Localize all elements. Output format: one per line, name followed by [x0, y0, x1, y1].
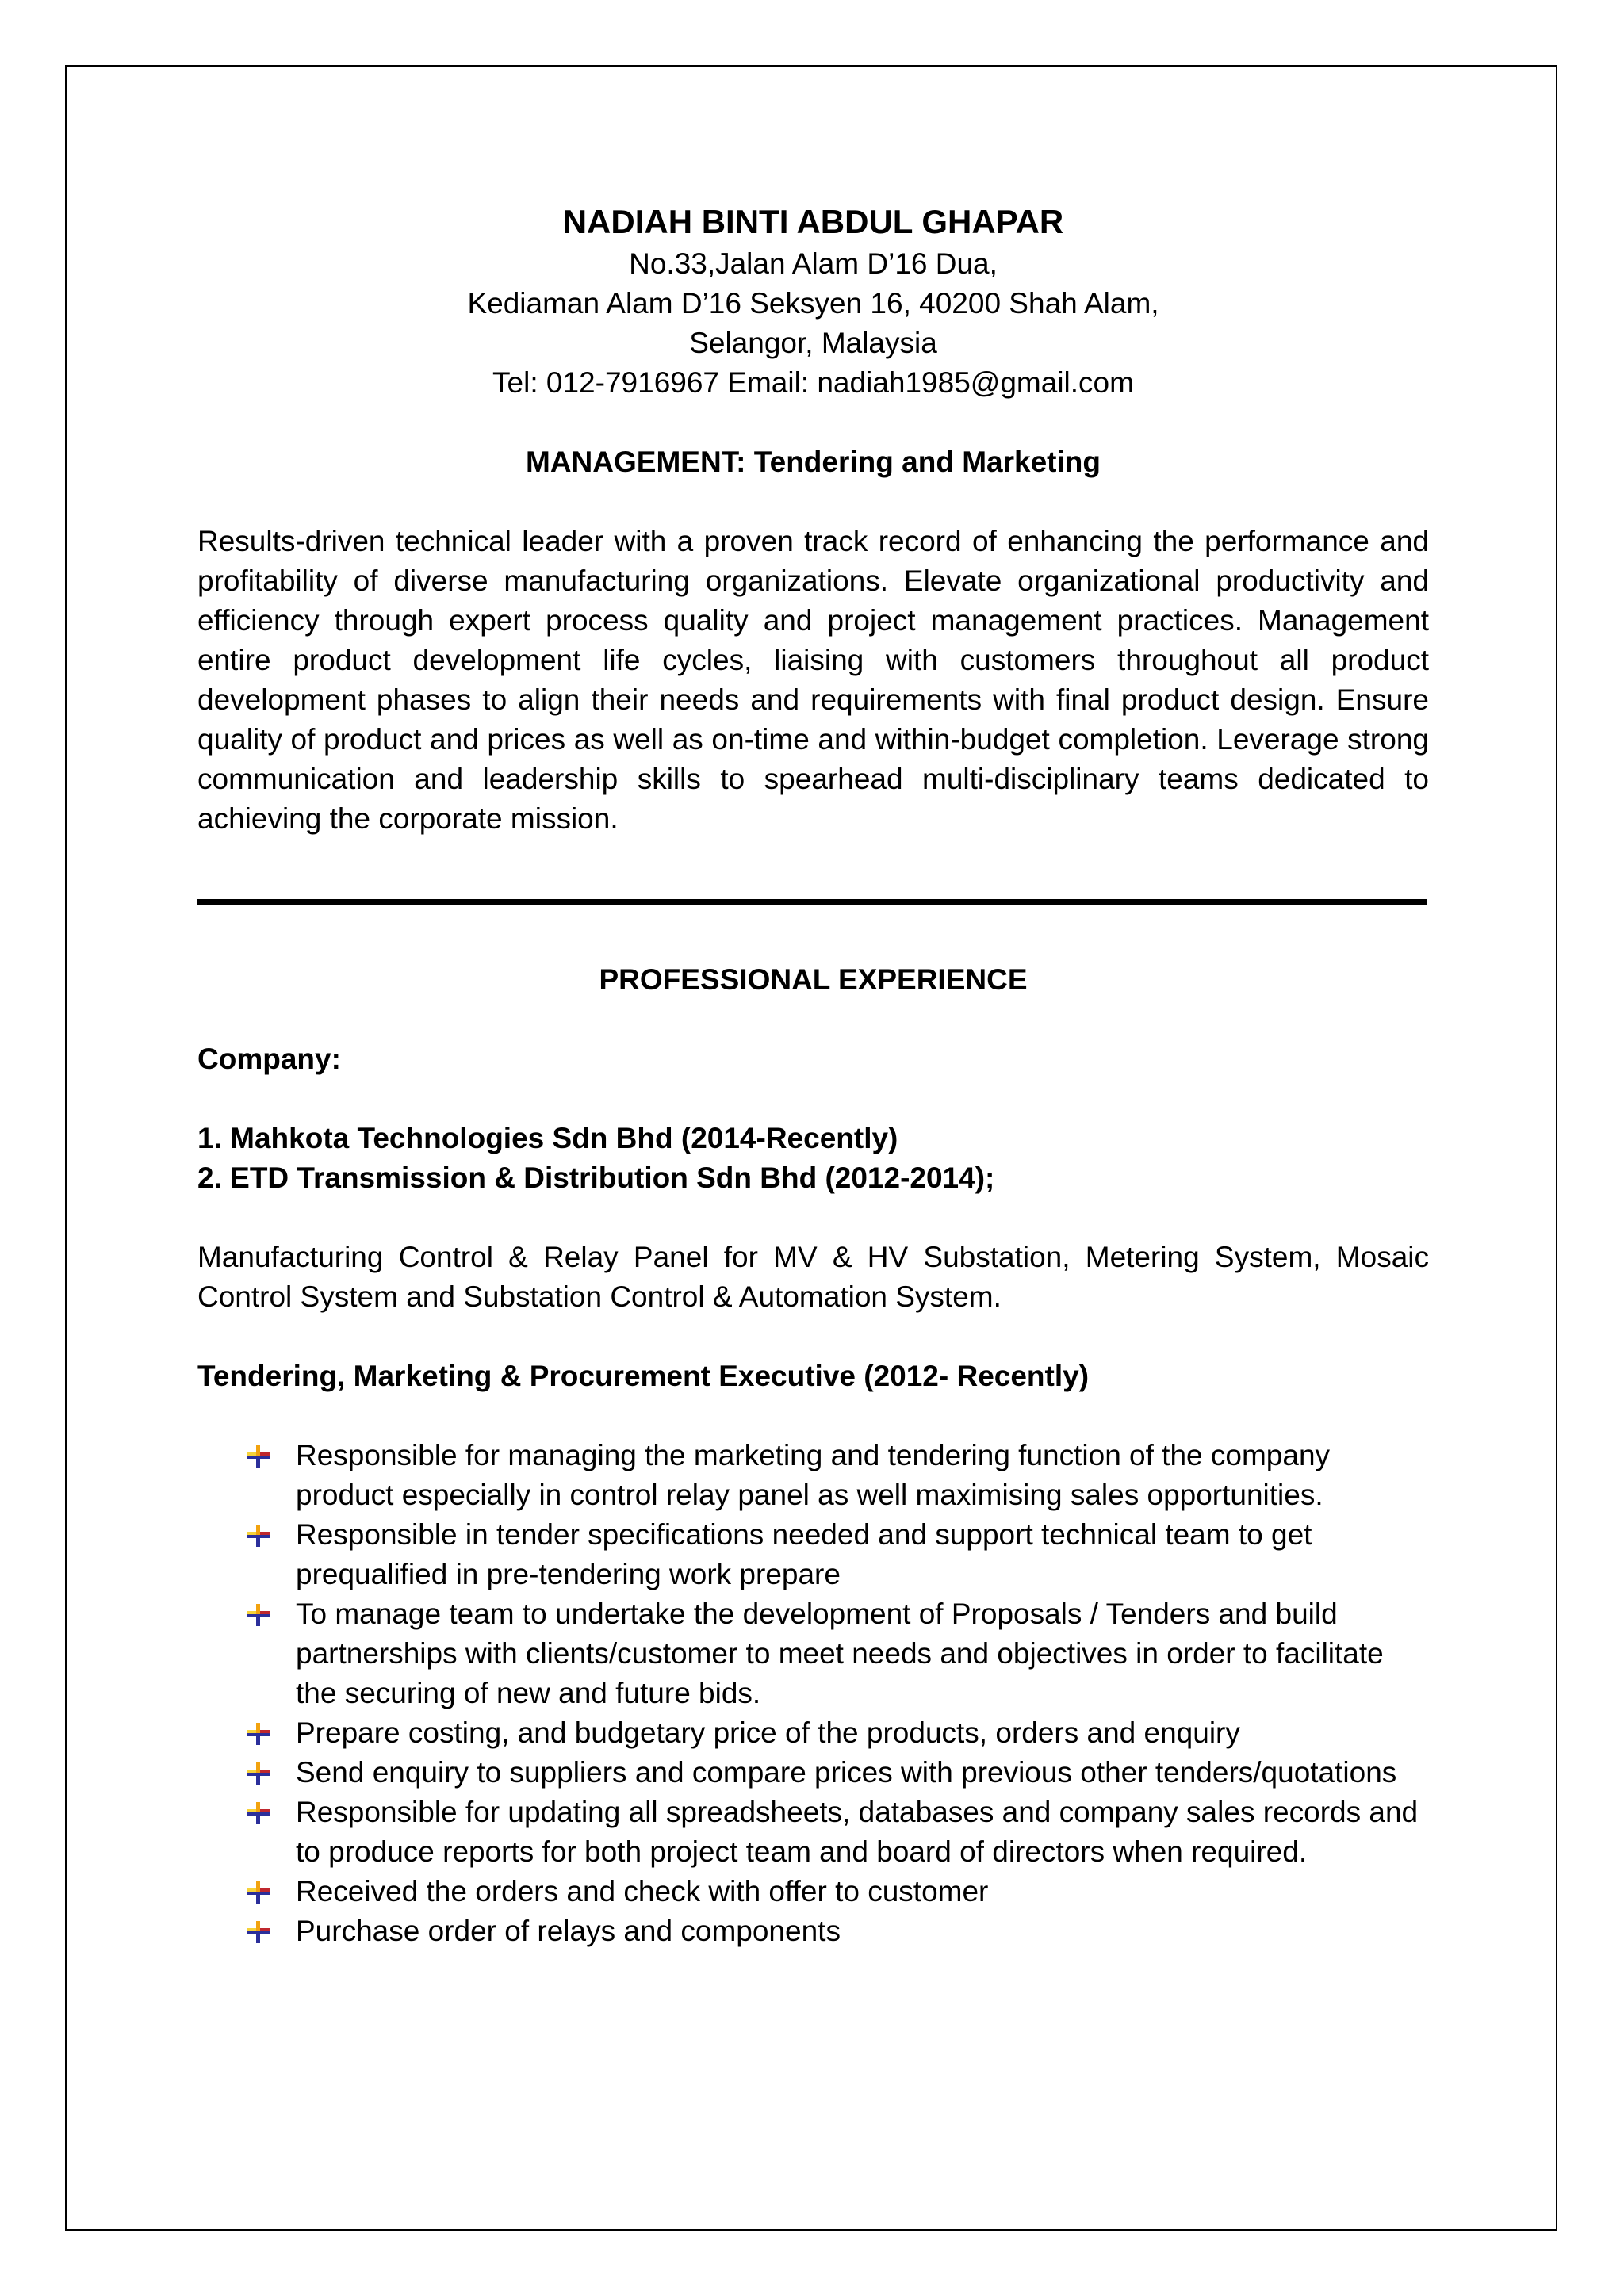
- pinwheel-bullet-icon: [245, 1604, 272, 1626]
- responsibility-text: Responsible in tender specifications needed and support technical team to get prequalified in pre-tendering work prepare: [296, 1518, 1312, 1590]
- company-label: Company:: [197, 1043, 341, 1075]
- company-description: Manufacturing Control & Relay Panel for MV & HV Substation, Metering System, Mosaic Control System and Substation Control & Automation System.: [197, 1241, 1429, 1313]
- responsibility-text: Responsible for managing the marketing and tendering function of the company product especially in control relay panel as well maximising sales opportunities.: [296, 1439, 1331, 1511]
- responsibility-text: Received the orders and check with offer to customer: [296, 1875, 989, 1908]
- company-item: 1. Mahkota Technologies Sdn Bhd (2014-Recently): [197, 1122, 898, 1154]
- responsibility-item: [245, 1793, 1429, 1872]
- responsibility-text: Prepare costing, and budgetary price of the products, orders and enquiry: [296, 1716, 1240, 1749]
- contact-line: Tel: 012-7916967 Email: nadiah1985@gmail.com: [492, 366, 1134, 399]
- spacer: [197, 1079, 1429, 1119]
- headline: MANAGEMENT: Tendering and Marketing: [526, 446, 1101, 478]
- responsibility-item: [245, 1872, 1429, 1911]
- role-title: Tendering, Marketing & Procurement Executive (2012- Recently): [197, 1360, 1090, 1392]
- pinwheel-bullet-icon: [245, 1921, 272, 1943]
- spacer: [197, 1396, 1429, 1436]
- responsibility-text: To manage team to undertake the development of Proposals / Tenders and build partnerships with clients/customer to meet needs and objectives in order to facilitate the securing of new and future bids.: [296, 1598, 1384, 1709]
- responsibility-item: [245, 1594, 1429, 1713]
- pinwheel-bullet-icon: [245, 1802, 272, 1824]
- responsibility-item: [245, 1713, 1429, 1753]
- address-line-1: No.33,Jalan Alam D’16 Dua,: [629, 247, 998, 280]
- spacer: [197, 1198, 1429, 1238]
- section-divider: [197, 899, 1427, 905]
- responsibility-item: [245, 1436, 1429, 1515]
- pinwheel-bullet-icon: [245, 1445, 272, 1468]
- spacer: [197, 403, 1429, 442]
- spacer: [197, 1000, 1429, 1039]
- address-line-2: Kediaman Alam D’16 Seksyen 16, 40200 Shah Alam,: [467, 287, 1159, 320]
- resume-page: [197, 200, 1429, 1951]
- spacer: [197, 482, 1429, 522]
- responsibility-text: Send enquiry to suppliers and compare prices with previous other tenders/quotations: [296, 1756, 1397, 1789]
- company-list: [197, 1119, 1429, 1198]
- responsibility-list: [197, 1436, 1429, 1951]
- pinwheel-bullet-icon: [245, 1723, 272, 1745]
- pinwheel-bullet-icon: [245, 1525, 272, 1547]
- address-line-3: Selangor, Malaysia: [689, 327, 937, 359]
- pinwheel-bullet-icon: [245, 1762, 272, 1785]
- company-item: 2. ETD Transmission & Distribution Sdn Bhd (2012-2014);: [197, 1161, 995, 1194]
- pinwheel-bullet-icon: [245, 1881, 272, 1904]
- spacer: [197, 1317, 1429, 1357]
- responsibility-item: [245, 1515, 1429, 1594]
- responsibility-text: Responsible for updating all spreadsheets, databases and company sales records and to produce reports for both project team and board of directors when required.: [296, 1796, 1419, 1868]
- candidate-name: NADIAH BINTI ABDUL GHAPAR: [562, 203, 1064, 240]
- responsibility-text: Purchase order of relays and components: [296, 1915, 841, 1947]
- section-title-experience: PROFESSIONAL EXPERIENCE: [599, 963, 1028, 996]
- resume-header: [197, 200, 1429, 403]
- summary-paragraph: Results-driven technical leader with a proven track record of enhancing the performance and profitability of diverse manufacturing organizations. Elevate organizational productivity and efficiency through expert process quality and project management practices. Management entire product development life cycles, liaising with customers throughout all product development phases to align their needs and requirements with final product design. Ensure quality of product and prices as well as on-time and within-budget completion. Leverage strong communication and leadership skills to spearhead multi-disciplinary teams dedicated to achieving the corporate mission.: [197, 525, 1429, 835]
- responsibility-item: [245, 1753, 1429, 1793]
- responsibility-item: [245, 1911, 1429, 1951]
